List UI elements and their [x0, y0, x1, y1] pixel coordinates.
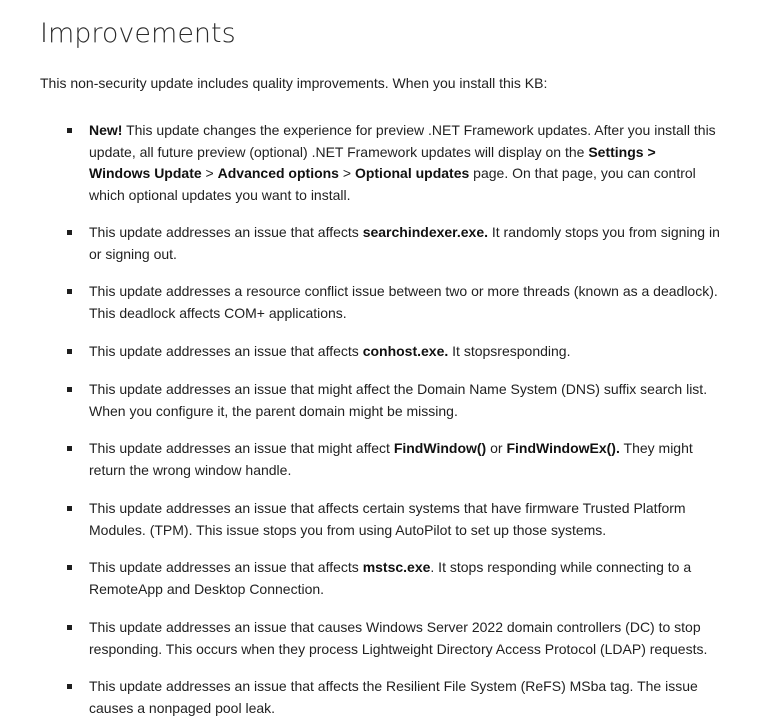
item-text: [89, 343, 570, 359]
body-text: . It stops responding while connecting to a RemoteApp and Desktop Connection.: [89, 559, 692, 597]
item-text: [89, 500, 686, 538]
item-text: [89, 619, 707, 657]
bullet-icon: [67, 565, 72, 570]
list-item: [60, 341, 570, 363]
item-text: [89, 440, 693, 478]
body-text: >: [201, 165, 218, 181]
emphasis-text: Advanced options: [217, 165, 339, 181]
emphasis-text: FindWindow(): [393, 440, 487, 456]
bullet-icon: [67, 128, 72, 133]
body-text: This update addresses an issue that affects certain systems that have firmware Trusted Platform Modules. (TPM). This issue stops you from using AutoPilot to set up those systems.: [89, 500, 686, 538]
bullet-icon: [67, 684, 72, 689]
emphasis-text: New!: [89, 122, 123, 138]
emphasis-text: searchindexer.exe.: [362, 224, 488, 240]
body-text: They might return the wrong window handle.: [89, 440, 693, 478]
body-text: or: [486, 440, 507, 456]
emphasis-text: conhost.exe.: [362, 343, 449, 359]
emphasis-text: Optional updates: [354, 165, 470, 181]
list-item: [60, 498, 720, 541]
body-text: This update addresses an issue that causes Windows Server 2022 domain controllers (DC) to stop responding. This occurs when they process Lightweight Directory Access Protocol (LDAP) requests.: [89, 619, 708, 657]
emphasis-text: FindWindowEx().: [506, 440, 620, 456]
body-text: page. On that page, you can control which optional updates you want to install.: [89, 165, 696, 203]
bullet-icon: [67, 506, 72, 511]
item-text: [89, 224, 720, 262]
emphasis-text: mstsc.exe: [362, 559, 431, 575]
bullet-icon: [67, 625, 72, 630]
item-text: [89, 122, 716, 203]
section-title: Improvements: [40, 18, 236, 49]
bullet-icon: [67, 289, 72, 294]
item-text: [89, 381, 707, 419]
list-item: [60, 676, 720, 719]
body-text: >: [338, 165, 355, 181]
list-item: [60, 222, 720, 265]
bullet-icon: [67, 349, 72, 354]
body-text: This update addresses an issue that might affect the Domain Name System (DNS) suffix search list. When you configure it, the parent domain might be missing.: [89, 381, 708, 419]
list-item: [60, 438, 720, 481]
list-item: [60, 379, 720, 422]
body-text: This update addresses an issue that affects: [89, 224, 363, 240]
intro-paragraph: This non-security update includes quality improvements. When you install this KB:: [40, 75, 548, 91]
list-item: [60, 120, 720, 206]
body-text: This update addresses an issue that might affect: [89, 440, 394, 456]
bullet-icon: [67, 446, 72, 451]
bullet-icon: [67, 230, 72, 235]
body-text: It randomly stops you from signing in or signing out.: [89, 224, 720, 262]
body-text: This update addresses an issue that affects the Resilient File System (ReFS) MSba tag. The issue causes a nonpaged pool leak.: [89, 678, 698, 716]
body-text: This update addresses a resource conflict issue between two or more threads (known as a deadlock). This deadlock affects COM+ applications.: [89, 283, 718, 321]
list-item: [60, 617, 720, 660]
body-text: This update addresses an issue that affects: [89, 559, 363, 575]
body-text: This update addresses an issue that affects: [89, 343, 363, 359]
emphasis-text: Settings: [588, 143, 644, 160]
list-item: [60, 557, 720, 600]
body-text: This update changes the experience for preview .NET Framework updates. After you install this update, all future preview (optional) .NET Framework updates will display on the: [89, 122, 716, 160]
list-item: [60, 281, 720, 324]
emphasis-text: Windows Update: [89, 165, 202, 181]
item-text: [89, 559, 691, 597]
item-text: [89, 678, 698, 716]
body-text: It stopsresponding.: [448, 343, 571, 359]
item-text: [89, 283, 718, 321]
bullet-icon: [67, 387, 72, 392]
emphasis-text: >: [643, 143, 656, 160]
